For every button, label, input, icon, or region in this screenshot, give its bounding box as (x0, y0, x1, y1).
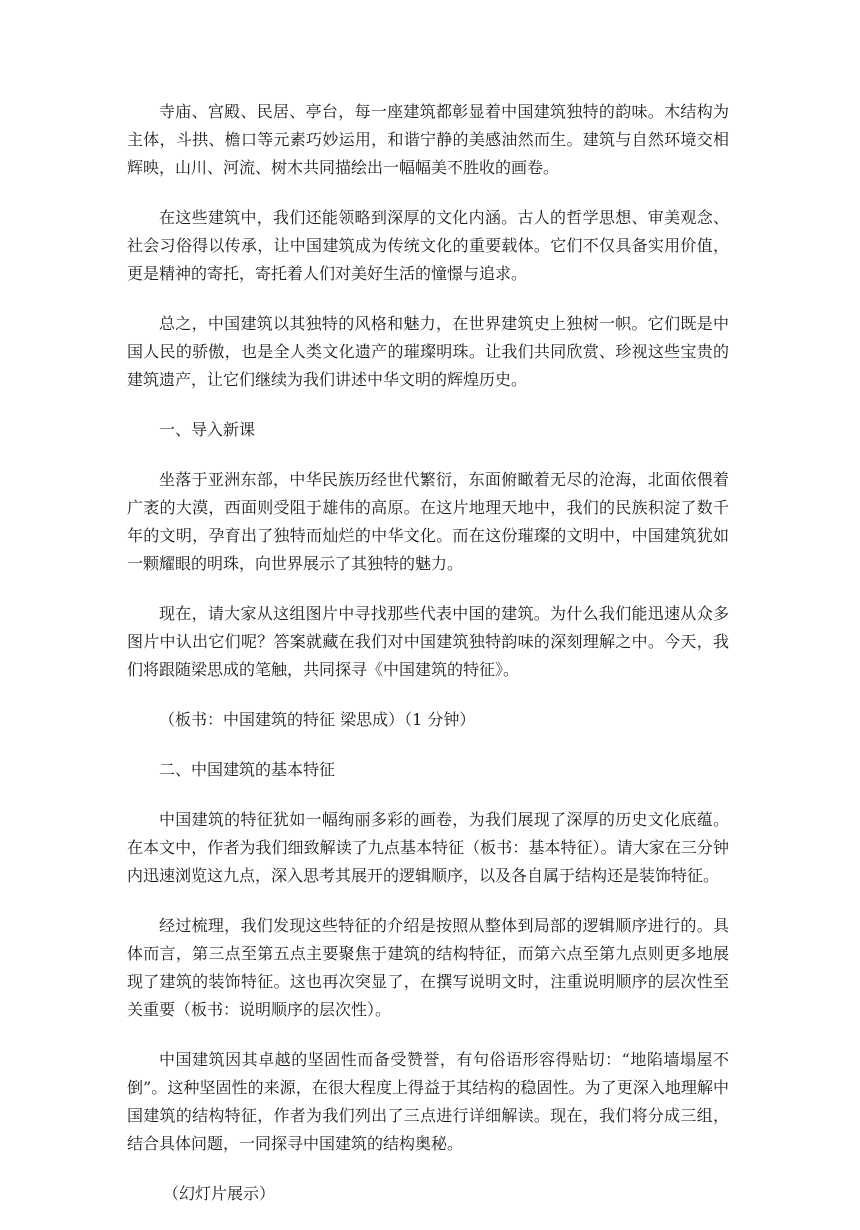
section-heading-basic-features: 二、中国建筑的基本特征 (159, 760, 336, 779)
paragraph-structural-stability: 中国建筑因其卓越的坚固性而备受赞誉，有句俗语形容得贴切：“地陷墙塌屋不倒”。这种坚固性的来源，在很大程度上得益于其结构的稳固性。为了更深入地理解中国建筑的结构特征，作者为我们列出了三点进行详细解读。现在，我们将分成三组，结合具体问题，一同探寻中国建筑的结构奥秘。 (127, 1050, 729, 1153)
paragraph-conclusion: 总之，中国建筑以其独特的风格和魅力，在世界建筑史上独树一帜。它们既是中国人民的骄傲，也是全人类文化遗产的璀璨明珠。让我们共同欣赏、珍视这些宝贵的建筑遗产，让它们继续为我们讲述中华文明的辉煌历史。 (127, 314, 729, 389)
paragraph-nine-features: 中国建筑的特征犹如一幅绚丽多彩的画卷，为我们展现了深厚的历史文化底蕴。在本文中，作者为我们细致解读了九点基本特征（板书：基本特征）。请大家在三分钟内迅速浏览这九点，深入思考其展开的逻辑顺序，以及各自属于结构还是装饰特征。 (127, 810, 729, 885)
paragraph-architecture-charm: 寺庙、宫殿、民居、亭台，每一座建筑都彰显着中国建筑独特的韵味。木结构为主体，斗拱、檐口等元素巧妙运用，和谐宁静的美感油然而生。建筑与自然环境交相辉映，山川、河流、树木共同描绘出一幅幅美不胜收的画卷。 (127, 102, 729, 177)
paragraph-find-pictures: 现在，请大家从这组图片中寻找那些代表中国的建筑。为什么我们能迅速从众多图片中认出它们呢？答案就藏在我们对中国建筑独特韵味的深刻理解之中。今天，我们将跟随梁思成的笔触，共同探寻《中国建筑的特征》。 (127, 604, 729, 679)
paragraph-cultural-connotation: 在这些建筑中，我们还能领略到深厚的文化内涵。古人的哲学思想、审美观念、社会习俗得以传承，让中国建筑成为传统文化的重要载体。它们不仅具备实用价值，更是精神的寄托，寄托着人们对美好生活的憧憬与追求。 (127, 208, 729, 283)
paragraph-geography: 坐落于亚洲东部，中华民族历经世代繁衍，东面俯瞰着无尽的沧海，北面依偎着广袤的大漠，西面则受阻于雄伟的高原。在这片地理天地中，我们的民族积淀了数千年的文明，孕育出了独特而灿烂的中华文化。而在这份璀璨的文明中，中国建筑犹如一颗耀眼的明珠，向世界展示了其独特的魅力。 (127, 470, 729, 573)
paragraph-logical-order: 经过梳理，我们发现这些特征的介绍是按照从整体到局部的逻辑顺序进行的。具体而言，第三点至第五点主要聚焦于建筑的结构特征，而第六点至第九点则更多地展现了建筑的装饰特征。这也再次突显了，在撰写说明文时，注重说明顺序的层次性至关重要（板书：说明顺序的层次性）。 (127, 916, 729, 1019)
slide-note: （幻灯片展示） (163, 1184, 276, 1203)
board-note-title: （板书：中国建筑的特征 梁思成）（1 分钟） (159, 710, 476, 729)
document-body (127, 98, 729, 1230)
section-heading-introduction: 一、导入新课 (159, 420, 256, 439)
